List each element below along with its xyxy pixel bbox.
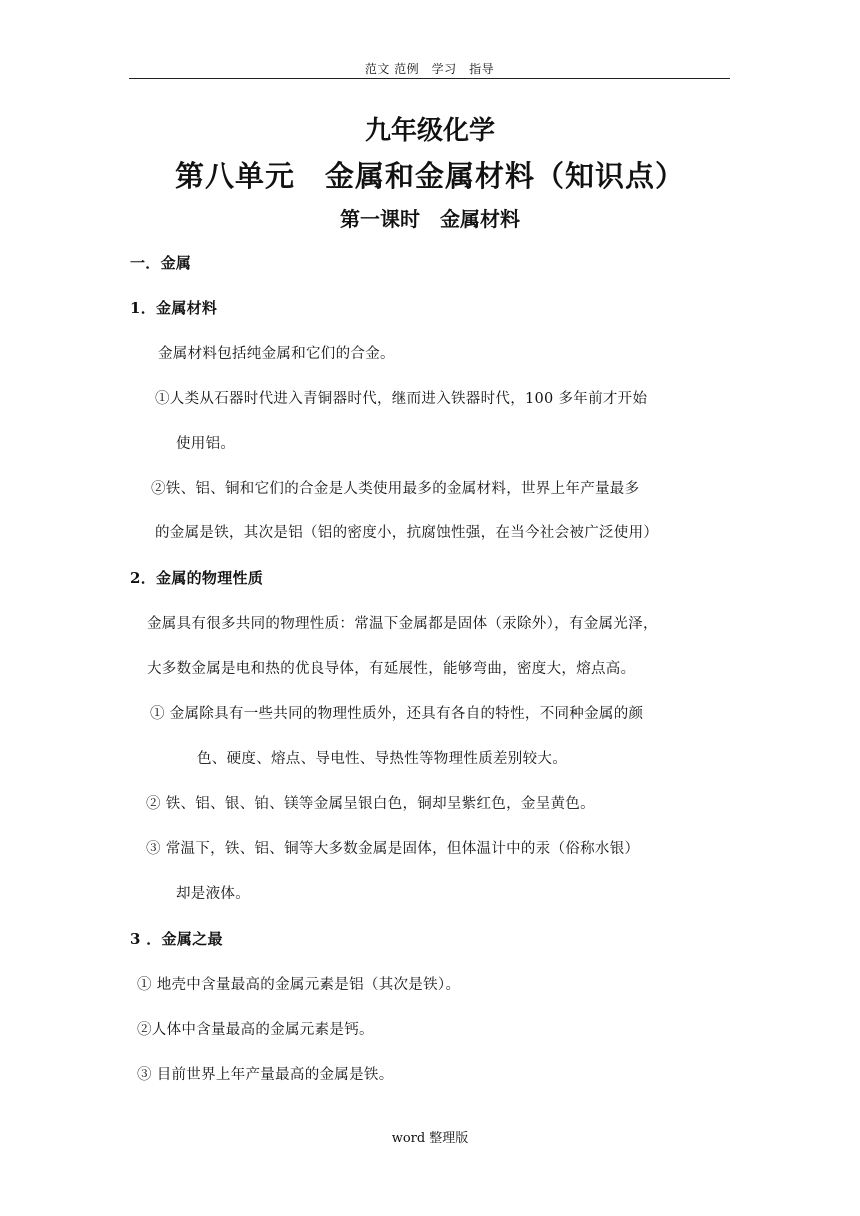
subsection-heading: 1．金属材料 (130, 299, 218, 317)
list-item: ③ 目前世界上年产量最高的金属是铁。 (137, 1067, 394, 1083)
list-item-continuation: 使用铝。 (176, 436, 236, 452)
list-item: ②铁、铝、铜和它们的合金是人类使用最多的金属材料，世界上年产量最多 (151, 481, 640, 497)
list-item: ①人类从石器时代进入青铜器时代，继而进入铁器时代，100 多年前才开始 (155, 391, 648, 407)
list-item: ① 金属除具有一些共同的物理性质外，还具有各自的特性，不同种金属的颜 (150, 706, 644, 722)
lesson-title: 第一课时 金属材料 (340, 207, 520, 231)
subsection-heading: 2．金属的物理性质 (130, 569, 264, 587)
list-item-continuation: 的金属是铁，其次是铝（铝的密度小，抗腐蚀性强，在当今社会被广泛使用） (155, 525, 659, 541)
paragraph: 大多数金属是电和热的优良导体，有延展性，能够弯曲，密度大，熔点高。 (147, 661, 636, 677)
document-title: 九年级化学 (364, 116, 495, 146)
page-footer: word 整理版 (391, 1131, 469, 1146)
list-item-continuation: 却是液体。 (176, 886, 250, 902)
list-item-continuation: 色、硬度、熔点、导电性、导热性等物理性质差别较大。 (197, 751, 567, 767)
paragraph: 金属材料包括纯金属和它们的合金。 (158, 346, 395, 362)
unit-title: 第八单元 金属和金属材料（知识点） (174, 159, 685, 193)
list-item: ② 铁、铝、银、铂、镁等金属呈银白色，铜却呈紫红色，金呈黄色。 (146, 796, 595, 812)
subsection-heading: 3 ．金属之最 (130, 930, 223, 948)
paragraph: 金属具有很多共同的物理性质：常温下金属都是固体（汞除外），有金属光泽， (147, 616, 658, 632)
list-item: ① 地壳中含量最高的金属元素是铝（其次是铁）。 (137, 977, 461, 993)
page-header: 范文 范例 学习 指导 (129, 60, 730, 79)
list-item: ③ 常温下，铁、铝、铜等大多数金属是固体，但体温计中的汞（俗称水银） (146, 841, 640, 857)
list-item: ②人体中含量最高的金属元素是钙。 (137, 1022, 374, 1038)
section-heading: 一．金属 (130, 254, 192, 272)
